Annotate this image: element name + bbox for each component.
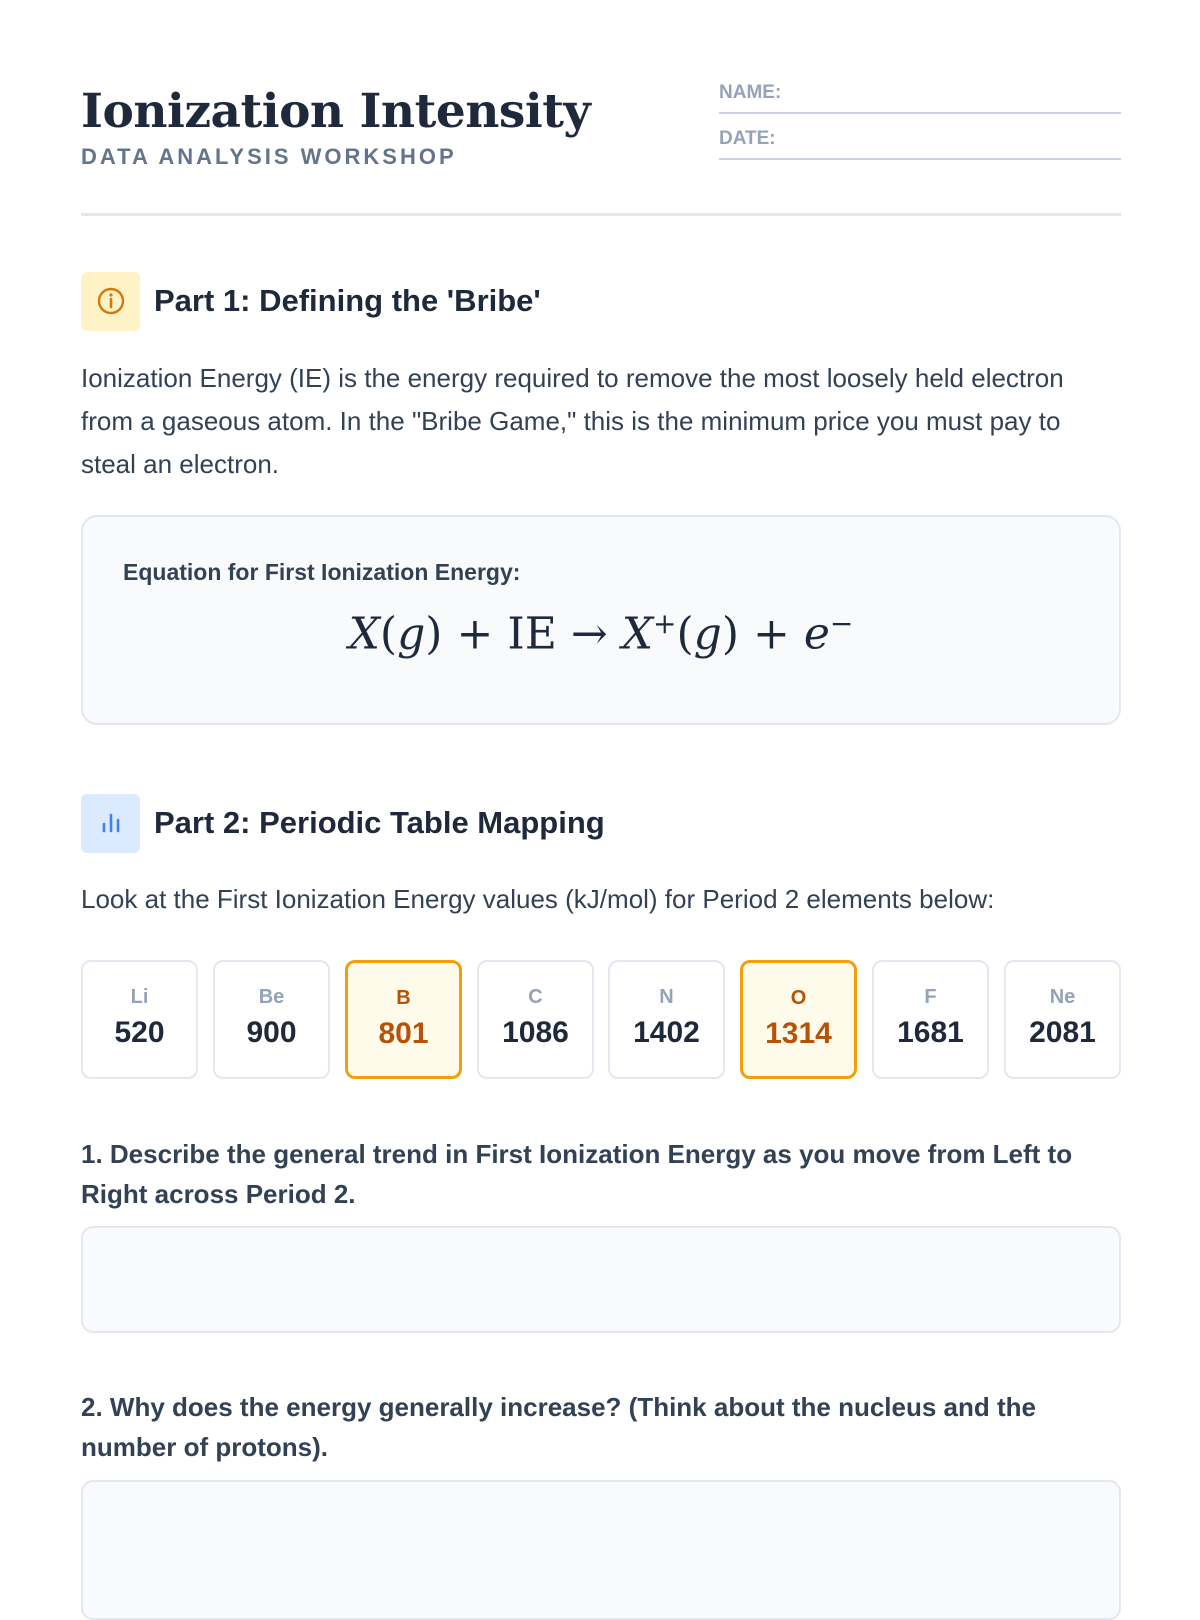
element-ie-value: 520 [114, 1016, 165, 1049]
equation-arrow: → [570, 608, 608, 660]
element-card-n [608, 960, 725, 1079]
element-card-b [345, 960, 462, 1079]
bar-chart-icon [81, 794, 140, 853]
part2-title: Part 2: Periodic Table Mapping [154, 805, 605, 840]
date-label: DATE: [719, 128, 776, 149]
element-card-ne [1004, 960, 1121, 1079]
page-subtitle: DATA ANALYSIS WORKSHOP [81, 144, 457, 169]
element-ie-value: 1314 [765, 1017, 832, 1050]
equation-phase: (g) [379, 608, 443, 660]
element-ie-value: 1086 [502, 1016, 569, 1049]
element-ie-value: 801 [378, 1017, 429, 1050]
worksheet-header [81, 76, 1121, 216]
equation-electron: e [803, 608, 830, 660]
equation-ie: IE [507, 608, 557, 660]
equation-ion-phase: (g) [676, 608, 739, 660]
info-icon [81, 272, 140, 331]
element-card-o [740, 960, 857, 1079]
element-symbol: F [924, 986, 937, 1008]
equation-charge: + [653, 607, 677, 640]
answer-box-1[interactable] [81, 1226, 1121, 1333]
part1-title: Part 1: Defining the 'Bribe' [154, 283, 541, 318]
element-symbol: Li [130, 986, 149, 1008]
element-cards [81, 960, 1121, 1079]
page-title: Ionization Intensity [81, 84, 591, 139]
equation-plus-2: + [753, 608, 790, 660]
equation-box [81, 515, 1121, 725]
equation-species: X [348, 608, 380, 660]
equation-plus: + [456, 608, 494, 660]
element-ie-value: 900 [246, 1016, 297, 1049]
element-symbol: Ne [1049, 986, 1076, 1008]
part1-heading [81, 271, 541, 331]
part1-description: Ionization Energy (IE) is the energy required to remove the most loosely held electron from a gaseous atom. In the "Bribe Game," this is the minimum price you must pay to steal an electron. [81, 363, 1064, 479]
element-ie-value: 1681 [897, 1016, 964, 1049]
element-ie-value: 2081 [1029, 1016, 1096, 1049]
equation-ion: X [621, 608, 654, 660]
element-symbol: B [396, 987, 411, 1009]
element-card-be [213, 960, 330, 1079]
element-symbol: Be [258, 986, 285, 1008]
header-divider [81, 213, 1121, 216]
answer-box-2[interactable] [81, 1480, 1121, 1620]
element-symbol: N [659, 986, 674, 1008]
student-info [719, 76, 1121, 168]
part2-intro: Look at the First Ionization Energy values (kJ/mol) for Period 2 elements below: [81, 884, 995, 914]
equation-label: Equation for First Ionization Energy: [123, 559, 521, 585]
part2-heading [81, 793, 605, 853]
element-symbol: C [528, 986, 543, 1008]
element-card-c [477, 960, 594, 1079]
element-ie-value: 1402 [633, 1016, 700, 1049]
name-label: NAME: [719, 82, 782, 103]
element-card-li [81, 960, 198, 1079]
equation-electron-charge: − [829, 607, 854, 640]
date-field[interactable] [719, 122, 1121, 160]
name-field[interactable] [719, 76, 1121, 114]
element-symbol: O [790, 987, 807, 1009]
ionization-equation [83, 607, 1119, 660]
question-2: 2. Why does the energy generally increase? (Think about the nucleus and the number of protons). [81, 1392, 1036, 1462]
element-card-f [872, 960, 989, 1079]
question-1: 1. Describe the general trend in First Ionization Energy as you move from Left to Right across Period 2. [81, 1139, 1073, 1209]
